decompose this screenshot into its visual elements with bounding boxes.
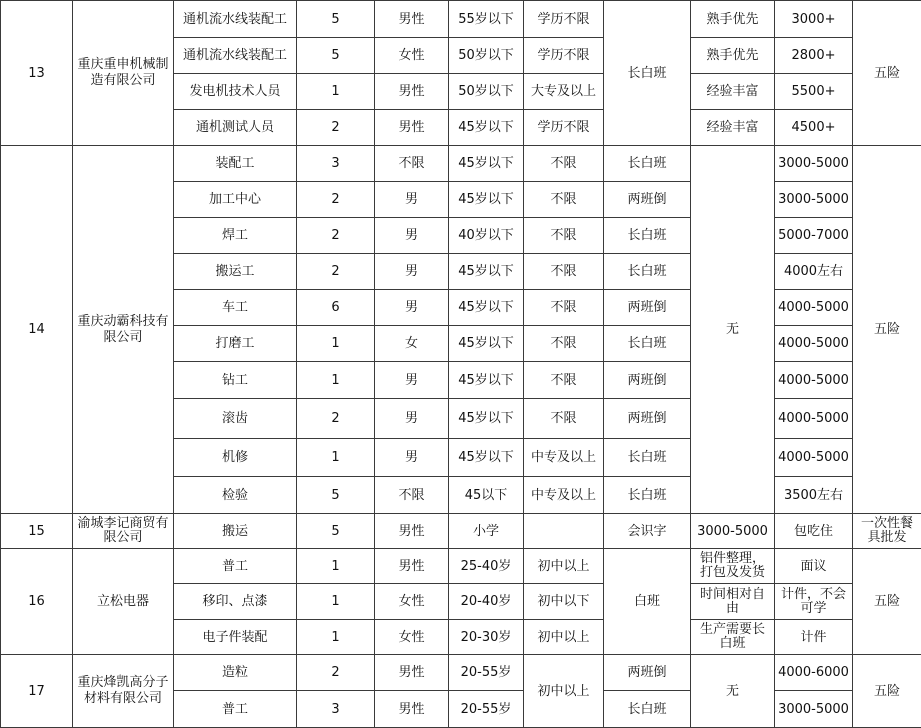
gender: 男 <box>375 218 449 254</box>
requirement: 3000-5000 <box>691 514 775 549</box>
requirement: 经验丰富 <box>691 110 775 146</box>
requirement: 经验丰富 <box>691 74 775 110</box>
shift: 长白班 <box>604 477 691 514</box>
insurance: 五险 <box>853 655 921 728</box>
age: 45岁以下 <box>449 290 524 326</box>
shift: 两班倒 <box>604 362 691 399</box>
age: 45岁以下 <box>449 110 524 146</box>
requirement: 时间相对自由 <box>691 584 775 620</box>
headcount: 1 <box>297 74 375 110</box>
salary: 4500+ <box>775 110 853 146</box>
job-title: 打磨工 <box>174 326 297 362</box>
job-title: 车工 <box>174 290 297 326</box>
education: 不限 <box>524 254 604 290</box>
education: 初中以上 <box>524 549 604 584</box>
age: 50岁以下 <box>449 74 524 110</box>
job-title: 通机流水线装配工 <box>174 1 297 38</box>
salary: 5500+ <box>775 74 853 110</box>
job-title: 普工 <box>174 691 297 728</box>
gender: 男性 <box>375 549 449 584</box>
education: 不限 <box>524 182 604 218</box>
education: 学历不限 <box>524 110 604 146</box>
age: 20-55岁 <box>449 655 524 691</box>
headcount: 2 <box>297 218 375 254</box>
education: 不限 <box>524 290 604 326</box>
education: 不限 <box>524 146 604 182</box>
gender: 女性 <box>375 584 449 620</box>
age: 20-30岁 <box>449 620 524 655</box>
age: 25-40岁 <box>449 549 524 584</box>
job-title: 搬运工 <box>174 254 297 290</box>
education: 不限 <box>524 218 604 254</box>
age: 45岁以下 <box>449 254 524 290</box>
gender: 女 <box>375 326 449 362</box>
shift: 两班倒 <box>604 399 691 439</box>
gender: 男性 <box>375 110 449 146</box>
gender: 男性 <box>375 1 449 38</box>
salary: 3000-5000 <box>775 691 853 728</box>
gender: 男性 <box>375 514 449 549</box>
gender: 男 <box>375 182 449 218</box>
gender: 男 <box>375 362 449 399</box>
company-name: 重庆烽凯高分子材料有限公司 <box>73 655 174 728</box>
shift: 两班倒 <box>604 182 691 218</box>
gender: 男 <box>375 254 449 290</box>
shift: 两班倒 <box>604 655 691 691</box>
job-title: 检验 <box>174 477 297 514</box>
job-title: 焊工 <box>174 218 297 254</box>
gender: 不限 <box>375 477 449 514</box>
age: 55岁以下 <box>449 1 524 38</box>
education: 大专及以上 <box>524 74 604 110</box>
education: 不限 <box>524 399 604 439</box>
education: 初中以上 <box>524 655 604 728</box>
salary: 3500左右 <box>775 477 853 514</box>
gender: 男 <box>375 399 449 439</box>
company-name: 重庆动霸科技有限公司 <box>73 146 174 514</box>
gender: 男 <box>375 290 449 326</box>
shift: 白班 <box>604 549 691 655</box>
job-title: 通机测试人员 <box>174 110 297 146</box>
shift: 长白班 <box>604 1 691 146</box>
headcount: 1 <box>297 362 375 399</box>
headcount: 1 <box>297 584 375 620</box>
education: 不限 <box>524 362 604 399</box>
gender: 女性 <box>375 38 449 74</box>
shift: 两班倒 <box>604 290 691 326</box>
insurance: 一次性餐具批发 <box>853 514 921 549</box>
salary: 3000-5000 <box>775 182 853 218</box>
company-number: 15 <box>1 514 73 549</box>
company-name: 渝城李记商贸有限公司 <box>73 514 174 549</box>
requirement: 生产需要长白班 <box>691 620 775 655</box>
gender: 男性 <box>375 655 449 691</box>
job-title: 滚齿 <box>174 399 297 439</box>
requirement: 熟手优先 <box>691 38 775 74</box>
company-name: 重庆重申机械制造有限公司 <box>73 1 174 146</box>
age: 45岁以下 <box>449 362 524 399</box>
job-title: 普工 <box>174 549 297 584</box>
headcount: 5 <box>297 514 375 549</box>
age <box>524 514 604 549</box>
insurance: 五险 <box>853 1 921 146</box>
age: 40岁以下 <box>449 218 524 254</box>
table-row <box>1 1 921 38</box>
headcount: 2 <box>297 182 375 218</box>
age: 20-40岁 <box>449 584 524 620</box>
salary: 包吃住 <box>775 514 853 549</box>
age: 45岁以下 <box>449 182 524 218</box>
headcount: 3 <box>297 146 375 182</box>
headcount: 6 <box>297 290 375 326</box>
salary: 3000-5000 <box>775 146 853 182</box>
education: 学历不限 <box>524 38 604 74</box>
requirement: 无 <box>691 655 775 728</box>
headcount: 2 <box>297 254 375 290</box>
age: 45岁以下 <box>449 399 524 439</box>
salary: 计件，不会可学 <box>775 584 853 620</box>
job-title: 加工中心 <box>174 182 297 218</box>
salary: 4000左右 <box>775 254 853 290</box>
salary: 3000+ <box>775 1 853 38</box>
company-number: 14 <box>1 146 73 514</box>
headcount: 1 <box>297 620 375 655</box>
job-title: 发电机技术人员 <box>174 74 297 110</box>
job-title: 造粒 <box>174 655 297 691</box>
company-number: 13 <box>1 1 73 146</box>
requirement: 无 <box>691 146 775 514</box>
education: 初中以上 <box>524 620 604 655</box>
age: 45以下 <box>449 477 524 514</box>
gender: 不限 <box>375 146 449 182</box>
salary: 计件 <box>775 620 853 655</box>
salary: 4000-5000 <box>775 362 853 399</box>
headcount: 2 <box>297 399 375 439</box>
gender: 男 <box>375 439 449 477</box>
job-title: 钻工 <box>174 362 297 399</box>
shift: 长白班 <box>604 254 691 290</box>
education: 中专及以上 <box>524 477 604 514</box>
job-title: 移印、点漆 <box>174 584 297 620</box>
headcount: 5 <box>297 477 375 514</box>
company-number: 17 <box>1 655 73 728</box>
requirement: 铝件整理，打包及发货 <box>691 549 775 584</box>
headcount: 1 <box>297 439 375 477</box>
education: 学历不限 <box>524 1 604 38</box>
salary: 4000-5000 <box>775 290 853 326</box>
headcount: 2 <box>297 110 375 146</box>
job-title: 通机流水线装配工 <box>174 38 297 74</box>
company-number: 16 <box>1 549 73 655</box>
company-name: 立松电器 <box>73 549 174 655</box>
age: 45岁以下 <box>449 326 524 362</box>
headcount: 1 <box>297 326 375 362</box>
shift: 长白班 <box>604 146 691 182</box>
age: 45岁以下 <box>449 439 524 477</box>
table-row <box>1 549 921 584</box>
headcount: 2 <box>297 655 375 691</box>
job-title: 机修 <box>174 439 297 477</box>
salary: 面议 <box>775 549 853 584</box>
gender: 男性 <box>375 74 449 110</box>
gender: 男性 <box>375 691 449 728</box>
headcount: 5 <box>297 38 375 74</box>
gender: 女性 <box>375 620 449 655</box>
shift: 长白班 <box>604 218 691 254</box>
salary: 4000-5000 <box>775 326 853 362</box>
education: 初中以下 <box>524 584 604 620</box>
table-row <box>1 655 921 691</box>
shift: 长白班 <box>604 691 691 728</box>
headcount: 3 <box>297 691 375 728</box>
insurance: 五险 <box>853 549 921 655</box>
salary: 4000-6000 <box>775 655 853 691</box>
table-row <box>1 514 921 549</box>
salary: 5000-7000 <box>775 218 853 254</box>
headcount: 5 <box>297 1 375 38</box>
job-title: 装配工 <box>174 146 297 182</box>
job-title: 电子件装配 <box>174 620 297 655</box>
age: 50岁以下 <box>449 38 524 74</box>
shift: 会识字 <box>604 514 691 549</box>
salary: 4000-5000 <box>775 439 853 477</box>
shift: 长白班 <box>604 326 691 362</box>
salary: 4000-5000 <box>775 399 853 439</box>
job-title: 搬运 <box>174 514 297 549</box>
headcount: 1 <box>297 549 375 584</box>
shift: 长白班 <box>604 439 691 477</box>
insurance: 五险 <box>853 146 921 514</box>
education: 不限 <box>524 326 604 362</box>
age: 45岁以下 <box>449 146 524 182</box>
education: 小学 <box>449 514 524 549</box>
salary: 2800+ <box>775 38 853 74</box>
table-row <box>1 146 921 182</box>
requirement: 熟手优先 <box>691 1 775 38</box>
education: 中专及以上 <box>524 439 604 477</box>
age: 20-55岁 <box>449 691 524 728</box>
